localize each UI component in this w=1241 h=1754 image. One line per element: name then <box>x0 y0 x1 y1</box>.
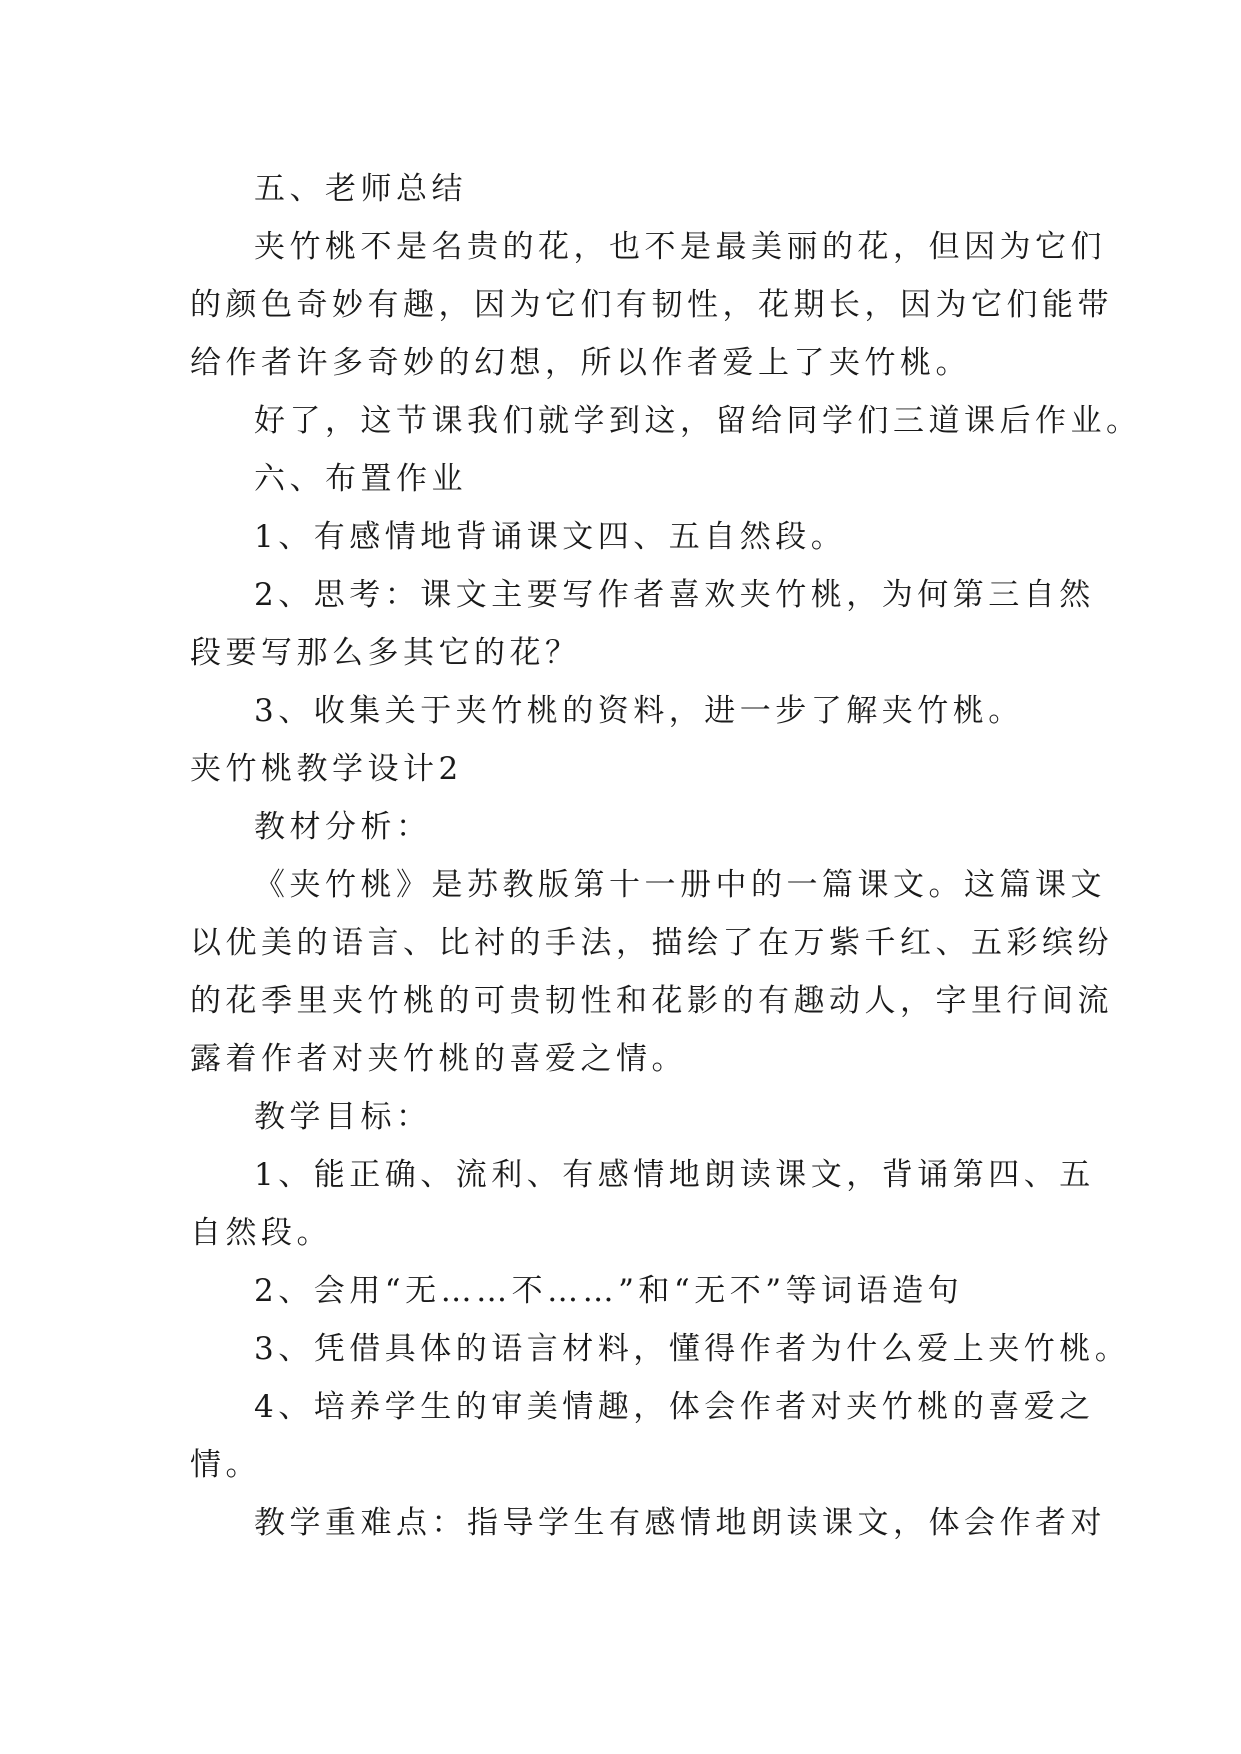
goal-item-1: 1、能正确、流利、有感情地朗读课文，背诵第四、五 自然段。 <box>190 1157 1095 1251</box>
paragraph-key-points: 教学重难点：指导学生有感情地朗读课文，体会作者对 <box>254 1505 1106 1541</box>
section-heading-goals: 教学目标： <box>254 1099 432 1135</box>
paragraph-summary: 夹竹桃不是名贵的花，也不是最美丽的花，但因为它们 的颜色奇妙有趣，因为它们有韧性，花期长，因为它们能带 给作者许多奇妙的幻想，所以作者爱上了夹竹桃。 <box>190 229 1113 381</box>
document-body <box>190 160 1142 1552</box>
section-heading-homework: 六、布置作业 <box>254 461 467 497</box>
homework-item-1: 1、有感情地背诵课文四、五自然段。 <box>254 519 847 555</box>
homework-item-2: 2、思考：课文主要写作者喜欢夹竹桃，为何第三自然 段要写那么多其它的花？ <box>190 577 1095 671</box>
document-title-2: 夹竹桃教学设计2 <box>190 751 463 787</box>
section-heading-summary: 五、老师总结 <box>254 171 467 207</box>
goal-item-3: 3、凭借具体的语言材料，懂得作者为什么爱上夹竹桃。 <box>254 1331 1131 1367</box>
section-heading-analysis: 教材分析： <box>254 809 432 845</box>
goal-item-4: 4、培养学生的审美情趣，体会作者对夹竹桃的喜爱之 情。 <box>190 1389 1095 1483</box>
paragraph-closing: 好了，这节课我们就学到这，留给同学们三道课后作业。 <box>254 403 1142 439</box>
goal-item-2: 2、会用“无……不……”和“无不”等词语造句 <box>254 1273 964 1309</box>
paragraph-analysis: 《夹竹桃》是苏教版第十一册中的一篇课文。这篇课文 以优美的语言、比衬的手法，描绘了在万紫千红、五彩缤纷 的花季里夹竹桃的可贵韧性和花影的有趣动人，字里行间流 露着作者对夹竹桃的喜爱之情。 <box>190 867 1113 1077</box>
homework-item-3: 3、收集关于夹竹桃的资料，进一步了解夹竹桃。 <box>254 693 1024 729</box>
